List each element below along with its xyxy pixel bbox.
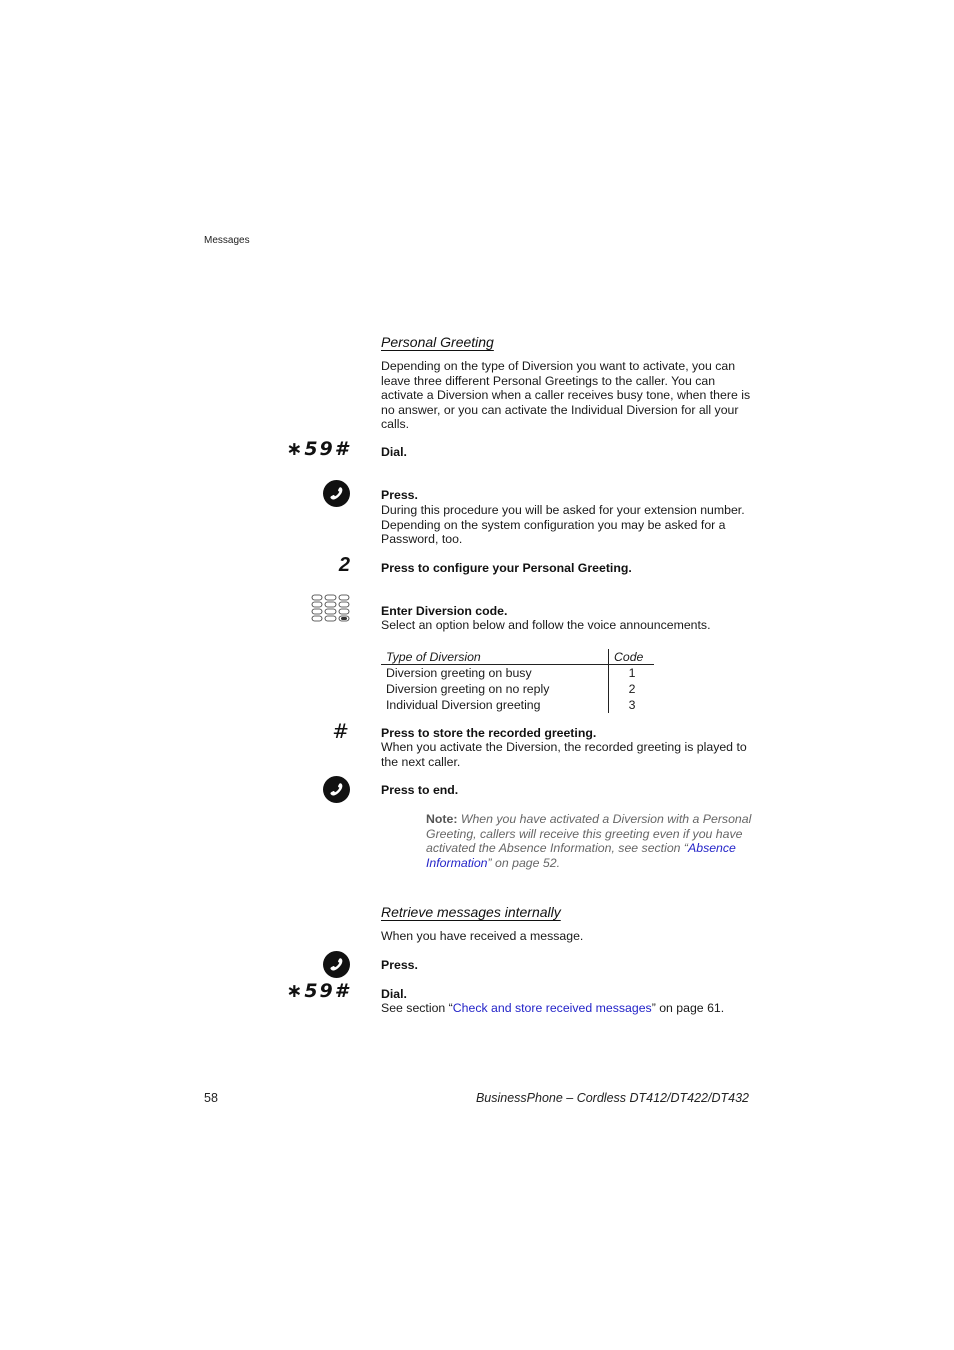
step-store-label: Press to store the recorded greeting.: [381, 726, 597, 740]
step-enter-code-label: Enter Diversion code.: [381, 604, 508, 618]
section-heading-personal-greeting: Personal Greeting: [381, 334, 494, 350]
dial-code-icon: ∗59#: [286, 980, 350, 1002]
phone-handset-icon: [323, 480, 350, 507]
page-number: 58: [204, 1091, 218, 1105]
see-text-before: See section “: [381, 1001, 453, 1015]
running-header: Messages: [204, 235, 250, 246]
document-title: BusinessPhone – Cordless DT412/DT422/DT432: [475, 1091, 749, 1105]
personal-greeting-intro: Depending on the type of Diversion you want to activate, you can leave three different Personal Greetings to the caller. You can activate a Diversion when a caller receives busy tone, when there is no answer, or you can activate the Individual Diversion for all your calls.: [381, 359, 751, 431]
table-cell-type: Individual Diversion greeting: [381, 697, 609, 713]
digit-2-key-icon: 2: [338, 554, 350, 576]
step-press-desc: During this procedure you will be asked for your extension number. Depending on the system configuration you may be asked for a Password, too.: [381, 503, 745, 546]
retrieve-intro: When you have received a message.: [381, 929, 584, 943]
step-end-label: Press to end.: [381, 783, 459, 797]
table-row: [381, 665, 654, 682]
table-cell-code: 2: [628, 682, 636, 696]
note-text-before: When you have activated a Diversion with a Personal Greeting, callers will receive this greeting even if you have activated the Absence Information, see section “: [426, 812, 752, 855]
step-enter-code-desc: Select an option below and follow the voice announcements.: [381, 618, 711, 632]
retrieve-press-label: Press.: [381, 958, 418, 972]
table-cell-code: 3: [628, 698, 636, 712]
retrieve-dial-label: Dial.: [381, 987, 407, 1001]
check-store-messages-link[interactable]: Check and store received messages: [452, 1001, 652, 1015]
phone-handset-icon: [323, 776, 350, 803]
table-cell-code: 1: [628, 666, 636, 680]
table-header-code: Code: [609, 649, 655, 665]
section-heading-retrieve: Retrieve messages internally: [381, 904, 561, 920]
note-block: [426, 812, 756, 870]
table-row: [381, 697, 654, 713]
table-cell-type: Diversion greeting on no reply: [381, 681, 609, 697]
note-label: Note:: [426, 812, 458, 826]
table-row: [381, 681, 654, 697]
hash-key-icon: #: [332, 719, 349, 743]
step-dial-label: Dial.: [381, 445, 407, 459]
keypad-icon: [311, 594, 351, 628]
retrieve-see-section: [381, 1001, 753, 1016]
dial-code-icon: ∗59#: [286, 438, 350, 460]
see-text-after: ” on page 61.: [651, 1001, 725, 1015]
step-press-label: Press.: [381, 488, 418, 502]
table-header-type: Type of Diversion: [381, 649, 609, 665]
absence-information-link[interactable]: Absence Information: [426, 841, 736, 870]
note-text-after: ” on page 52.: [487, 855, 560, 870]
phone-handset-icon: [323, 951, 350, 978]
diversion-code-table: [381, 649, 654, 713]
step-configure-label: Press to configure your Personal Greeting.: [381, 561, 632, 575]
step-store-desc: When you activate the Diversion, the recorded greeting is played to the next caller.: [381, 740, 747, 769]
table-cell-type: Diversion greeting on busy: [381, 665, 609, 682]
